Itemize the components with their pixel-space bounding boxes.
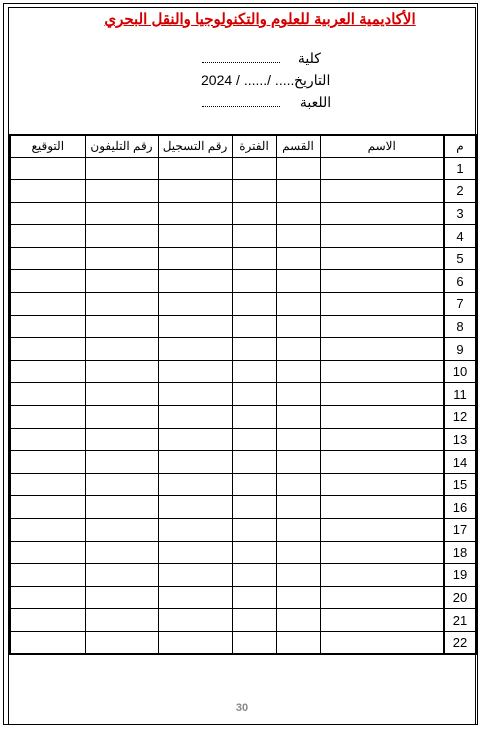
table-row — [10, 631, 476, 654]
row-number: 1 — [444, 157, 476, 180]
cell-reg-number[interactable] — [158, 564, 232, 587]
cell-name[interactable] — [320, 631, 444, 654]
cell-reg-number[interactable] — [158, 406, 232, 429]
cell-department[interactable] — [276, 428, 320, 451]
cell-term[interactable] — [232, 202, 276, 225]
col-header-num: م — [444, 135, 476, 157]
cell-department[interactable] — [276, 406, 320, 429]
table-row — [10, 428, 476, 451]
game-blank[interactable] — [202, 96, 280, 107]
table-row — [10, 406, 476, 429]
cell-signature[interactable] — [10, 473, 85, 496]
cell-phone[interactable] — [85, 586, 158, 609]
table-row — [10, 157, 476, 180]
cell-reg-number[interactable] — [158, 383, 232, 406]
table-row — [10, 225, 476, 248]
cell-name[interactable] — [320, 586, 444, 609]
cell-phone[interactable] — [85, 270, 158, 293]
cell-reg-number[interactable] — [158, 247, 232, 270]
cell-name[interactable] — [320, 564, 444, 587]
cell-department[interactable] — [276, 293, 320, 316]
table-row — [10, 202, 476, 225]
cell-name[interactable] — [320, 428, 444, 451]
cell-signature[interactable] — [10, 609, 85, 632]
game-field — [202, 94, 331, 111]
row-number: 21 — [444, 609, 476, 632]
cell-department[interactable] — [276, 225, 320, 248]
cell-name[interactable] — [320, 315, 444, 338]
cell-signature[interactable] — [10, 451, 85, 474]
table-row — [10, 586, 476, 609]
row-number: 19 — [444, 564, 476, 587]
cell-term[interactable] — [232, 157, 276, 180]
cell-reg-number[interactable] — [158, 473, 232, 496]
cell-signature[interactable] — [10, 586, 85, 609]
cell-phone[interactable] — [85, 293, 158, 316]
cell-reg-number[interactable] — [158, 270, 232, 293]
table-row — [10, 496, 476, 519]
date-value[interactable]: 2024 / ....../ ...... — [201, 72, 299, 88]
cell-department[interactable] — [276, 338, 320, 361]
cell-department[interactable] — [276, 631, 320, 654]
table-row — [10, 383, 476, 406]
cell-phone[interactable] — [85, 157, 158, 180]
cell-term[interactable] — [232, 338, 276, 361]
cell-phone[interactable] — [85, 360, 158, 383]
cell-department[interactable] — [276, 270, 320, 293]
row-number: 5 — [444, 247, 476, 270]
table-row — [10, 180, 476, 203]
cell-department[interactable] — [276, 360, 320, 383]
cell-name[interactable] — [320, 406, 444, 429]
cell-term[interactable] — [232, 496, 276, 519]
cell-phone[interactable] — [85, 473, 158, 496]
cell-signature[interactable] — [10, 315, 85, 338]
cell-term[interactable] — [232, 383, 276, 406]
cell-signature[interactable] — [10, 157, 85, 180]
roster-table — [9, 134, 477, 655]
cell-signature[interactable] — [10, 247, 85, 270]
cell-department[interactable] — [276, 473, 320, 496]
cell-department[interactable] — [276, 315, 320, 338]
cell-signature[interactable] — [10, 383, 85, 406]
table-row — [10, 451, 476, 474]
cell-signature[interactable] — [10, 338, 85, 361]
college-label: كلية — [297, 50, 321, 66]
table-row — [10, 247, 476, 270]
row-number: 14 — [444, 451, 476, 474]
cell-name[interactable] — [320, 609, 444, 632]
cell-signature[interactable] — [10, 428, 85, 451]
cell-phone[interactable] — [85, 202, 158, 225]
row-number: 9 — [444, 338, 476, 361]
cell-term[interactable] — [232, 451, 276, 474]
table-row — [10, 541, 476, 564]
cell-term[interactable] — [232, 270, 276, 293]
col-header-name: الاسم — [320, 135, 444, 157]
cell-signature[interactable] — [10, 225, 85, 248]
table-row — [10, 564, 476, 587]
cell-reg-number[interactable] — [158, 157, 232, 180]
cell-reg-number[interactable] — [158, 180, 232, 203]
row-number: 16 — [444, 496, 476, 519]
cell-name[interactable] — [320, 270, 444, 293]
row-number: 4 — [444, 225, 476, 248]
col-header-term: الفترة — [232, 135, 276, 157]
row-number: 15 — [444, 473, 476, 496]
cell-name[interactable] — [320, 519, 444, 542]
cell-term[interactable] — [232, 586, 276, 609]
cell-term[interactable] — [232, 428, 276, 451]
cell-signature[interactable] — [10, 180, 85, 203]
table-row — [10, 609, 476, 632]
table-row — [10, 360, 476, 383]
col-header-reg-number: رقم التسجيل — [158, 135, 232, 157]
cell-phone[interactable] — [85, 519, 158, 542]
cell-term[interactable] — [232, 519, 276, 542]
cell-reg-number[interactable] — [158, 609, 232, 632]
row-number: 18 — [444, 541, 476, 564]
cell-term[interactable] — [232, 180, 276, 203]
col-header-signature: التوقيع — [10, 135, 85, 157]
row-number: 20 — [444, 586, 476, 609]
college-blank[interactable] — [202, 52, 280, 63]
cell-name[interactable] — [320, 247, 444, 270]
table-row — [10, 315, 476, 338]
cell-reg-number[interactable] — [158, 338, 232, 361]
cell-signature[interactable] — [10, 564, 85, 587]
cell-term[interactable] — [232, 247, 276, 270]
cell-term[interactable] — [232, 360, 276, 383]
cell-phone[interactable] — [85, 541, 158, 564]
cell-reg-number[interactable] — [158, 202, 232, 225]
col-header-phone: رقم التليفون — [85, 135, 158, 157]
page-number: 30 — [235, 702, 249, 714]
cell-department[interactable] — [276, 564, 320, 587]
cell-name[interactable] — [320, 202, 444, 225]
table-row — [10, 293, 476, 316]
cell-name[interactable] — [320, 225, 444, 248]
cell-term[interactable] — [232, 631, 276, 654]
cell-phone[interactable] — [85, 247, 158, 270]
cell-department[interactable] — [276, 541, 320, 564]
table-row — [10, 338, 476, 361]
cell-term[interactable] — [232, 406, 276, 429]
cell-phone[interactable] — [85, 609, 158, 632]
date-label: التاريخ — [294, 72, 331, 88]
cell-signature[interactable] — [10, 541, 85, 564]
cell-reg-number[interactable] — [158, 519, 232, 542]
cell-reg-number[interactable] — [158, 496, 232, 519]
cell-reg-number[interactable] — [158, 631, 232, 654]
cell-phone[interactable] — [85, 451, 158, 474]
cell-term[interactable] — [232, 293, 276, 316]
cell-signature[interactable] — [10, 519, 85, 542]
row-number: 10 — [444, 360, 476, 383]
row-number: 8 — [444, 315, 476, 338]
cell-phone[interactable] — [85, 338, 158, 361]
cell-phone[interactable] — [85, 180, 158, 203]
table-row — [10, 519, 476, 542]
game-label: اللعبة — [299, 94, 332, 110]
cell-department[interactable] — [276, 157, 320, 180]
cell-signature[interactable] — [10, 406, 85, 429]
cell-phone[interactable] — [85, 631, 158, 654]
cell-reg-number[interactable] — [158, 225, 232, 248]
cell-name[interactable] — [320, 293, 444, 316]
cell-phone[interactable] — [85, 406, 158, 429]
cell-reg-number[interactable] — [158, 428, 232, 451]
row-number: 3 — [444, 202, 476, 225]
cell-name[interactable] — [320, 473, 444, 496]
table-row — [10, 270, 476, 293]
cell-department[interactable] — [276, 451, 320, 474]
cell-reg-number[interactable] — [158, 541, 232, 564]
cell-name[interactable] — [320, 180, 444, 203]
cell-phone[interactable] — [85, 383, 158, 406]
cell-name[interactable] — [320, 157, 444, 180]
cell-term[interactable] — [232, 315, 276, 338]
row-number: 7 — [444, 293, 476, 316]
date-field — [294, 72, 330, 89]
cell-reg-number[interactable] — [158, 451, 232, 474]
cell-signature[interactable] — [10, 360, 85, 383]
cell-signature[interactable] — [10, 631, 85, 654]
cell-name[interactable] — [320, 451, 444, 474]
cell-phone[interactable] — [85, 225, 158, 248]
page-title: الأكاديمية العربية للعلوم والتكنولوجيا والنقل البحري — [104, 11, 416, 28]
col-header-department: القسم — [276, 135, 320, 157]
cell-department[interactable] — [276, 247, 320, 270]
cell-signature[interactable] — [10, 202, 85, 225]
row-number: 6 — [444, 270, 476, 293]
cell-signature[interactable] — [10, 496, 85, 519]
cell-term[interactable] — [232, 473, 276, 496]
cell-department[interactable] — [276, 180, 320, 203]
cell-reg-number[interactable] — [158, 360, 232, 383]
cell-name[interactable] — [320, 383, 444, 406]
cell-term[interactable] — [232, 564, 276, 587]
cell-reg-number[interactable] — [158, 293, 232, 316]
table-header-row — [10, 135, 476, 157]
cell-phone[interactable] — [85, 428, 158, 451]
cell-department[interactable] — [276, 519, 320, 542]
row-number: 13 — [444, 428, 476, 451]
cell-name[interactable] — [320, 338, 444, 361]
cell-name[interactable] — [320, 496, 444, 519]
table-row — [10, 473, 476, 496]
cell-term[interactable] — [232, 541, 276, 564]
cell-term[interactable] — [232, 225, 276, 248]
cell-name[interactable] — [320, 360, 444, 383]
cell-phone[interactable] — [85, 564, 158, 587]
row-number: 17 — [444, 519, 476, 542]
cell-department[interactable] — [276, 609, 320, 632]
cell-phone[interactable] — [85, 496, 158, 519]
college-field — [202, 50, 321, 67]
cell-reg-number[interactable] — [158, 586, 232, 609]
row-number: 12 — [444, 406, 476, 429]
row-number: 2 — [444, 180, 476, 203]
cell-department[interactable] — [276, 586, 320, 609]
row-number: 22 — [444, 631, 476, 654]
cell-reg-number[interactable] — [158, 315, 232, 338]
cell-term[interactable] — [232, 609, 276, 632]
cell-department[interactable] — [276, 202, 320, 225]
cell-signature[interactable] — [10, 293, 85, 316]
row-number: 11 — [444, 383, 476, 406]
cell-signature[interactable] — [10, 270, 85, 293]
cell-department[interactable] — [276, 496, 320, 519]
cell-phone[interactable] — [85, 315, 158, 338]
cell-name[interactable] — [320, 541, 444, 564]
cell-department[interactable] — [276, 383, 320, 406]
